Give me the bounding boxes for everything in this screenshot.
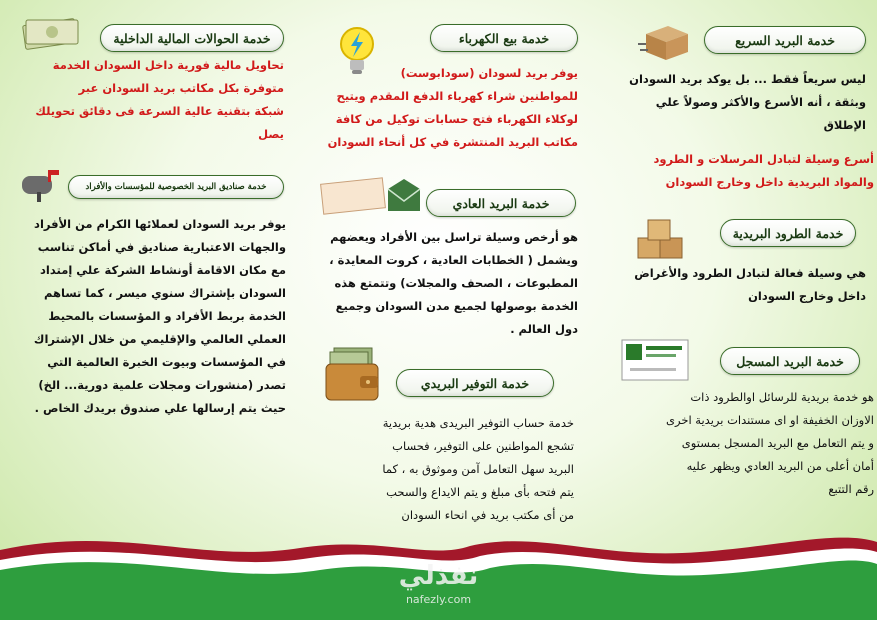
wallet-icon bbox=[324, 346, 382, 402]
express-mail-text: ليس سريعاً فقط ... بل يوكد بريد السودان وبثقة ، أنه الأسرع والأكثر وصولاً علي الإطلاق bbox=[629, 72, 866, 132]
express-mail-text-2: أسرع وسيلة لتبادل المرسلات و الطرود والمواد البريدية داخل وخارج السودان bbox=[653, 152, 874, 189]
section-title-electricity: خدمة بيع الكهرباء bbox=[430, 24, 578, 52]
registered-mail-text: هو خدمة بريدية للرسائل اوالطرود ذات الاوزان الخفيفة او اى مستندات بريدية اخرى و يتم التعامل مع البريد المسجل بمستوى أمان أعلى من البريد العادي ويظهر عليه رقم التتبع bbox=[666, 390, 874, 496]
postal-savings-text: خدمة حساب التوفير البريدى هدية بريدية تشجع المواطنين على التوفير، فحساب البريد سهل التعامل آمن وموثوق به ، كما يتم فتحه بأى مبلغ و يتم الايداع والسحب من أى مكتب بريد في انحاء السودان bbox=[382, 416, 574, 522]
express-parcel-icon bbox=[638, 20, 694, 62]
right-panel bbox=[584, 0, 877, 545]
watermark-arabic: نفذلي bbox=[398, 561, 479, 591]
middle-panel bbox=[292, 0, 584, 545]
left-panel bbox=[0, 0, 292, 545]
watermark-latin: nafezly.com bbox=[405, 593, 472, 606]
section-title-parcels: خدمة الطرود البريدية bbox=[720, 219, 856, 247]
section-title-po-boxes: خدمة صناديق البريد الخصوصية للمؤسسات والأفراد bbox=[68, 175, 284, 199]
section-title-express-mail: خدمة البريد السريع bbox=[704, 26, 866, 54]
section-title-internal-transfers: خدمة الحوالات المالية الداخلية bbox=[100, 24, 284, 52]
internal-transfers-text: تحاويل مالية فورية داخل السودان الخدمة متوفرة بكل مكاتب بريد السودان عبر شبكة بتقنية عالية السرعة فى دقائق تحويلك يصل bbox=[35, 58, 284, 141]
po-boxes-text: يوفر بريد السودان لعملائها الكرام من الأفراد والجهات الاعتبارية صناديق في أماكن تناسب مع مكان الاقامة أونشاط الشركة علي إمتداد السودان بإشتراك سنوي ميسر ، كما تساهم الخدمة بربط الأفراد و المؤسسات بالمحيط العملي العالمي والإقليمي من خلال الإشتراك في المؤسسات وبيوت الخبرة العالمية التي تصدر (منشورات ومجلات علمية دورية... الخ) حيث يتم إرسالها علي صندوق بريدك الخاص . bbox=[33, 217, 286, 415]
parcels-text: هي وسيلة فعالة لتبادل الطرود والأغراض داخل وخارج السودان bbox=[634, 266, 866, 303]
parcels-icon bbox=[636, 216, 684, 262]
section-title-registered-mail: خدمة البريد المسجل bbox=[720, 347, 860, 375]
money-bills-icon bbox=[20, 14, 82, 50]
regular-mail-text: هو أرخص وسيلة تراسل بين الأفراد ويعضهم ويشمل ( الخطابات العادية ، كروت المعايدة ، المطبوعات ، الصحف والمجلات) وتتمتع هذه الخدمة بوصولها لجميع مدن السودان وجميع دول العالم . bbox=[329, 230, 578, 336]
mailbox-icon bbox=[18, 168, 62, 202]
envelope-icon bbox=[318, 175, 422, 215]
section-title-postal-savings: خدمة التوفير البريدي bbox=[396, 369, 554, 397]
electricity-text: يوفر بريد لسودان (سودابوست) للمواطنين شراء كهرباء الدفع المقدم ويتيح لوكلاء الكهرباء فتح حسابات توكيل من كافة مكاتب البريد المنتشرة في كل أنحاء السودان bbox=[327, 66, 578, 149]
registered-mail-envelope-icon bbox=[620, 336, 690, 382]
section-title-regular-mail: خدمة البريد العادي bbox=[426, 189, 576, 217]
